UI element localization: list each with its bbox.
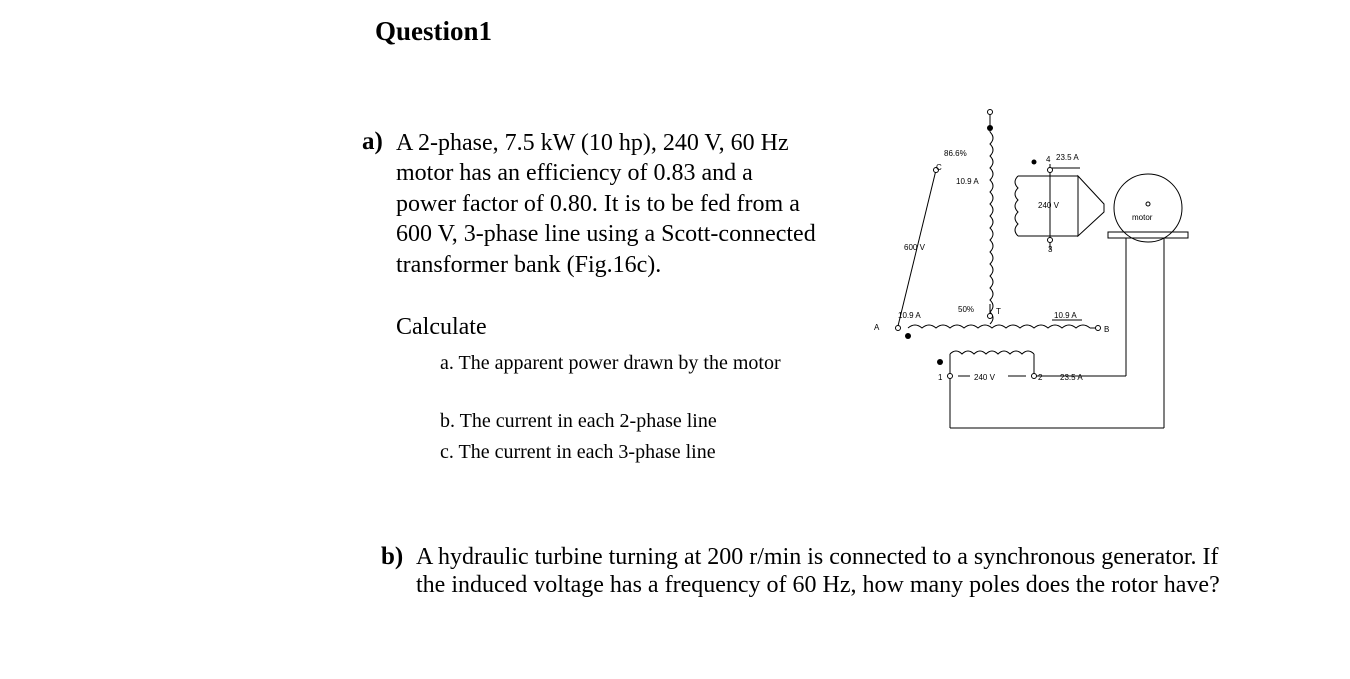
label-235-top: 23.5 A: [1056, 153, 1079, 162]
t-secondary-coil: [1015, 176, 1018, 236]
main-secondary-coil: [950, 351, 1034, 354]
sub-question-a: a. The apparent power drawn by the motor: [440, 352, 781, 374]
polarity-dot-a: [905, 333, 911, 339]
label-86: 86.6%: [944, 149, 967, 158]
part-a-text: A 2-phase, 7.5 kW (10 hp), 240 V, 60 Hz motor has an efficiency of 0.83 and a power factor of 0.80. It is to be fed from a 600 V, 3-phase line using a Scott-connected transformer bank (Fig.16c).: [396, 130, 816, 278]
label-b: B: [1104, 325, 1110, 334]
main-primary-coil: [908, 325, 1090, 328]
scott-transformer-diagram: [868, 104, 1194, 440]
part-a-label: a): [362, 128, 383, 155]
label-109-left: 10.9 A: [898, 311, 921, 320]
label-50: 50%: [958, 305, 975, 314]
calculate-label: Calculate: [396, 314, 487, 340]
part-b-label: b): [381, 543, 404, 570]
label-4: 4: [1046, 155, 1051, 164]
part-b-text: A hydraulic turbine turning at 200 r/min is connected to a synchronous generator. If the induced voltage has a frequency of 60 Hz, how many poles does the rotor have?: [416, 544, 1220, 598]
label-109-top: 10.9 A: [956, 177, 979, 186]
label-600v: 600 V: [904, 243, 925, 252]
label-2: 2: [1038, 373, 1043, 382]
label-t: T: [996, 307, 1001, 316]
sub-question-b: b. The current in each 2-phase line: [440, 410, 717, 432]
polarity-dot-4: [1032, 160, 1037, 165]
label-a: A: [874, 323, 880, 332]
label-109-right: 10.9 A: [1054, 311, 1077, 320]
label-235-bottom: 23.5 A: [1060, 373, 1083, 382]
label-1: 1: [938, 373, 943, 382]
polarity-dot-1: [937, 359, 943, 365]
label-motor: motor: [1132, 213, 1153, 222]
sub-question-c: c. The current in each 3-phase line: [440, 441, 716, 463]
label-240v-mid: 240 V: [1038, 201, 1059, 210]
label-3: 3: [1048, 245, 1053, 254]
polarity-dot-t: [987, 125, 993, 131]
label-240v-bottom: 240 V: [974, 373, 995, 382]
label-c: C: [936, 163, 942, 172]
question-title: Question1: [375, 16, 493, 46]
t-primary-coil: [990, 132, 993, 324]
